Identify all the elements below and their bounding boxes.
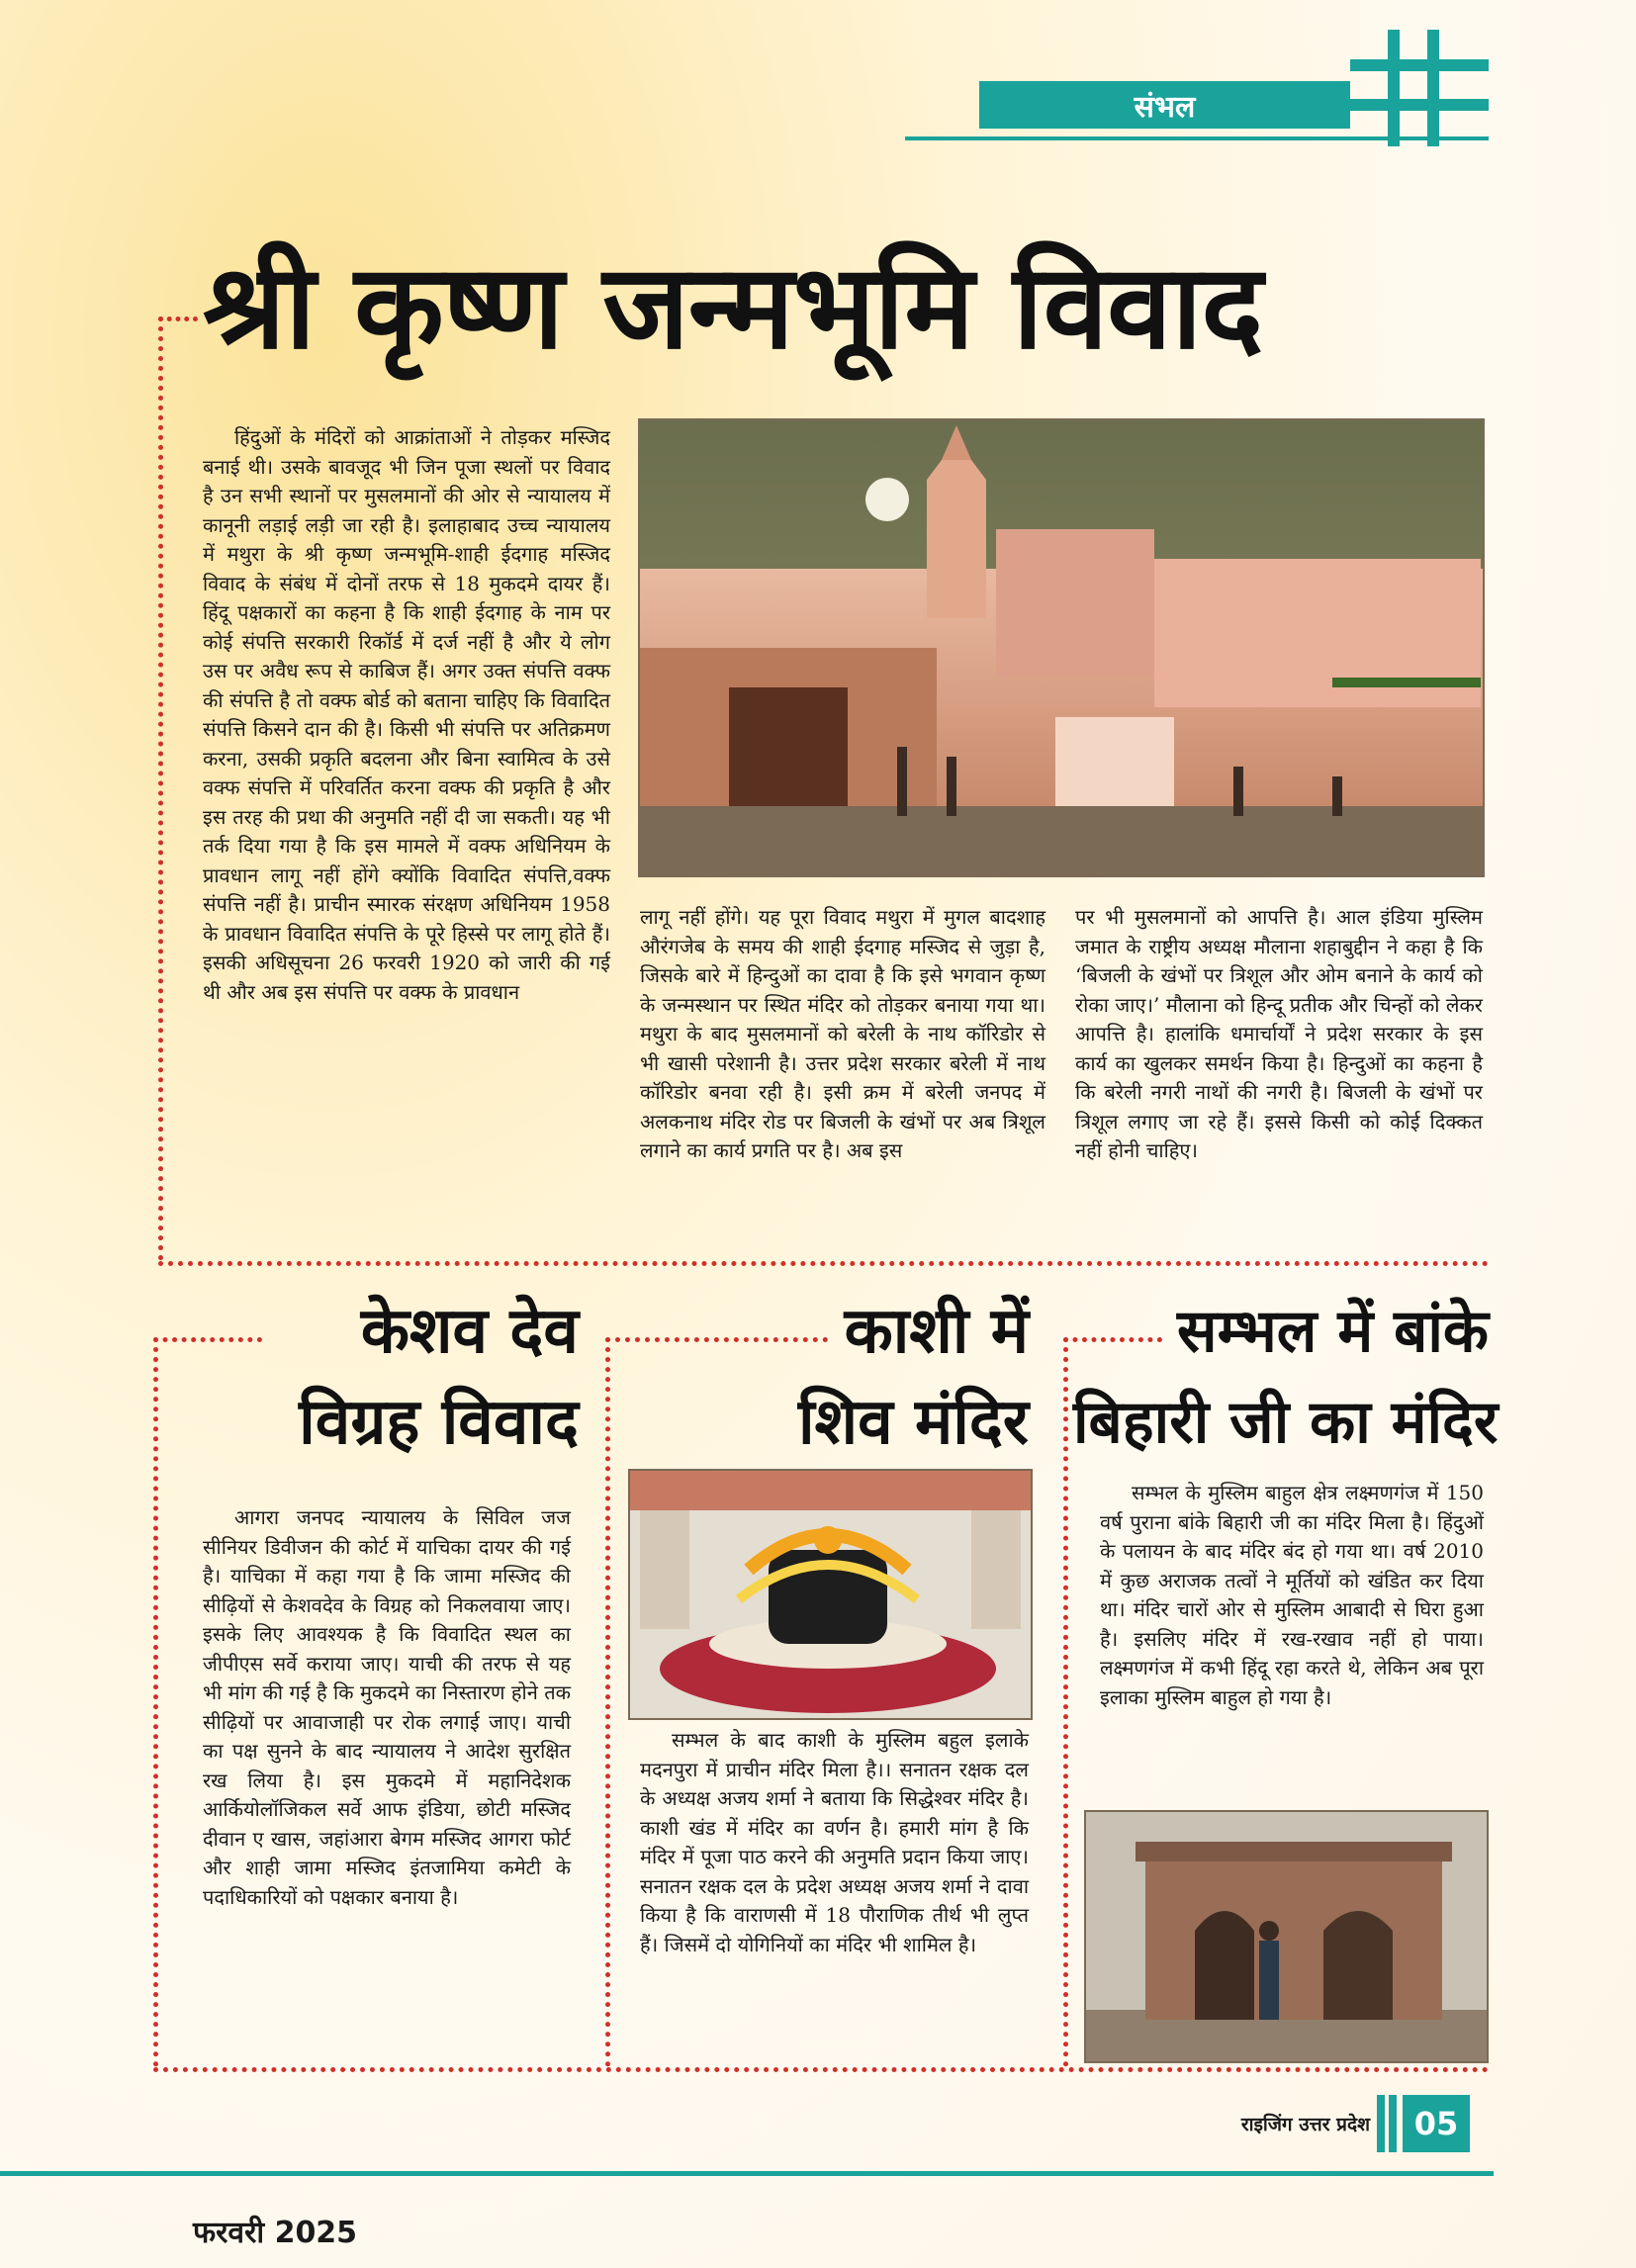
main-story-border-left: [158, 317, 163, 1261]
kashi-title-line-2: शिव मंदिर: [798, 1386, 1029, 1459]
sambhal-title-line-1: सम्भल में बांके: [1177, 1297, 1489, 1366]
main-story-border-bottom: [158, 1261, 1489, 1266]
section-label: संभल: [979, 81, 1350, 129]
sambhal-title-line-2: बिहारी जी का मंदिर: [1073, 1388, 1499, 1457]
issue-date: फरवरी 2025: [193, 2216, 358, 2250]
ruined-temple-illustration: [1086, 1812, 1487, 2061]
main-story-border-top: [158, 317, 198, 321]
main-story-column-1: हिंदुओं के मंदिरों को आक्रांताओं ने तोड़कर मस्जिद बनाई थी। उसके बावजूद भी जिन पूजा स्थलों पर विवाद है उन सभी स्थानों पर मुसलमानों की ओर से न्यायालय में कानूनी लड़ाई लड़ी जा रही है। इलाहाबाद उच्च न्यायालय में मथुरा के श्री कृष्ण जन्मभूमि-शाही ईदगाह मस्जिद विवाद के संबंध में दोनों तरफ से 18 मुकदमे दायर हैं। हिंदू पक्षकारों का कहना है कि शाही ईदगाह के नाम पर कोई संपत्ति सरकारी रिकॉर्ड में दर्ज नहीं है और ये लोग उस पर अवैध रूप से काबिज हैं। अगर उक्त संपत्ति वक्फ की संपत्ति है तो वक्फ बोर्ड को बताना चाहिए कि विवादित संपत्ति किसने दान की है। किसी भी संपत्ति पर अतिक्रमण करना, उसकी प्रकृति बदलना और बिना स्वामित्व के उसे वक्फ संपत्ति में परिवर्तित करना वक्फ की प्रकृति है और इस तरह की प्रथा की अनुमति नहीं दी जा सकती। यह भी तर्क दिया गया है कि इस मामले में वक्फ अधिनियम के प्रावधान लागू नहीं होंगे क्योंकि विवादित संपत्ति,वक्फ संपत्ति नहीं है। प्राचीन स्मारक संरक्षण अधिनियम 1958 के प्रावधान विवादित संपत्ति के पूरे हिस्से पर लागू होते हैं। इसकी अधिसूचना 26 फरवरी 1920 को जारी की गई थी और अब इस संपत्ति पर वक्फ के प्रावधान: [203, 425, 610, 1004]
bottom-border: [153, 2067, 1489, 2072]
kashi-border-left: [605, 1337, 610, 2067]
page-title: श्री कृष्ण जन्मभूमि विवाद: [203, 238, 1263, 375]
shivling-illustration: [630, 1471, 1031, 1718]
header-rule: [905, 136, 1489, 140]
banke-bihari-temple-photo: [1086, 1812, 1487, 2061]
sambhal-title: [1073, 1286, 1499, 1468]
hash-logo-icon: [1350, 30, 1489, 148]
kashi-title: [613, 1286, 1029, 1468]
main-story-column-2: लागू नहीं होंगे। यह पूरा विवाद मथुरा में मुगल बादशाह औरंगजेब के समय की शाही ईदगाह मस्जिद से जुड़ा है, जिसके बारे में हिन्दुओं का दावा है कि इसे भगवान कृष्ण के जन्मस्थान पर स्थित मंदिर को तोड़कर बनाया गया था। मथुरा के बाद मुसलमानों को बरेली के नाथ कॉरिडोर से भी खासी परेशानी है। उत्तर प्रदेश सरकार बरेली में नाथ कॉरिडोर बनवा रही है। इसी क्रम में बरेली जनपद में अलकनाथ मंदिर रोड पर बिजली के खंभों पर अब त्रिशूल लगाने का कार्य प्रगति पर है। अब इस: [640, 905, 1045, 1162]
keshav-title-line-1: केशव देव: [360, 1295, 579, 1368]
keshav-title-line-2: विग्रह विवाद: [299, 1386, 579, 1459]
footer-bar-2: [1389, 2095, 1397, 2152]
sambhal-border-left: [1063, 1337, 1068, 2067]
keshav-story-body: आगरा जनपद न्यायालय के सिविल जज सीनियर डिवीजन की कोर्ट में याचिका दायर की गई है। याचिका में कहा गया है कि जामा मस्जिद की सीढ़ियों से केशवदेव के विग्रह को निकलवाया जाए। इसके लिए आवश्यक है कि विवादित स्थल का जीपीएस सर्वे कराया जाए। याची की तरफ से यह भी मांग की गई है कि मुकदमे का निस्तारण होने तक सीढ़ियों पर आवाजाही पर रोक लगाई जाए। याची का पक्ष सुनने के बाद न्यायालय ने आदेश सुरक्षित रख लिया है। इस मुकदमे में महानिदेशक आर्कियोलॉजिकल सर्वे आफ इंडिया, छोटी मस्जिद दीवान ए खास, जहांआरा बेगम मस्जिद आगरा फोर्ट और शाही जामा मस्जिद इंतजामिया कमेटी के पदाधिकारियों को पक्षकार बनाया है।: [203, 1505, 571, 1909]
temple-illustration: [640, 420, 1483, 875]
kashi-story-body: सम्भल के बाद काशी के मुस्लिम बहुल इलाके मदनपुरा में प्राचीन मंदिर मिला है।। सनातन रक्षक दल के अध्यक्ष अजय शर्मा ने बताया कि सिद्धेश्वर मंदिर है। काशी खंड में मंदिर का वर्णन है। हमारी मांग है कि मंदिर में पूजा पाठ करने की अनुमति प्रदान किया जाए। सनातन रक्षक दल के प्रदेश अध्यक्ष अजय शर्मा ने दावा किया है कि वाराणसी में 18 पौराणिक तीर्थ भी लुप्त हैं। जिसमें दो योगिनियों का मंदिर भी शामिल है।: [640, 1728, 1029, 1956]
keshav-title: [173, 1286, 579, 1468]
magazine-name: राइजिंग उत्तर प्रदेश: [1240, 2114, 1370, 2135]
keshav-border-left: [153, 1337, 158, 2067]
sambhal-story-body: सम्भल के मुस्लिम बाहुल क्षेत्र लक्ष्मणगंज में 150 वर्ष पुराना बांके बिहारी जी का मंदिर मिला है। हिंदुओं के पलायन के बाद मंदिर बंद हो गया था। वर्ष 2010 में कुछ अराजक तत्वों ने मूर्तियों को खंडित कर दिया था। मंदिर चारों ओर से मुस्लिम आबादी से घिरा हुआ है। इसलिए मंदिर में रख-रखाव नहीं हो पाया। लक्ष्मणगंज में कभी हिंदू रहा करते थे, लेकिन अब पूरा इलाका मुस्लिम बाहुल हो गया है।: [1100, 1481, 1484, 1709]
main-story-column-3: पर भी मुसलमानों को आपत्ति है। आल इंडिया मुस्लिम जमात के राष्ट्रीय अध्यक्ष मौलाना शहाबुद्दीन ने कहा है कि ‘बिजली के खंभों पर त्रिशूल और ओम बनाने के कार्य को रोका जाए।’ मौलाना को हिन्दू प्रतीक और चिन्हों को लेकर आपत्ति है। हालांकि धमार्चार्यों ने प्रदेश सरकार के इस कार्य का खुलकर समर्थन किया है। हिन्दुओं का कहना है कि बरेली नगरी नाथों की नगरी है। बिजली के खंभों पर त्रिशूल लगाए जा रहे हैं। इससे किसी को कोई दिक्कत नहीं होनी चाहिए।: [1075, 905, 1483, 1162]
footer-rule: [0, 2171, 1494, 2176]
janmabhoomi-temple-photo: [640, 420, 1483, 875]
page-number: 05: [1403, 2095, 1470, 2152]
kashi-title-line-1: काशी में: [844, 1295, 1029, 1368]
shiv-temple-photo: [630, 1471, 1031, 1718]
footer-bar-1: [1377, 2095, 1385, 2152]
